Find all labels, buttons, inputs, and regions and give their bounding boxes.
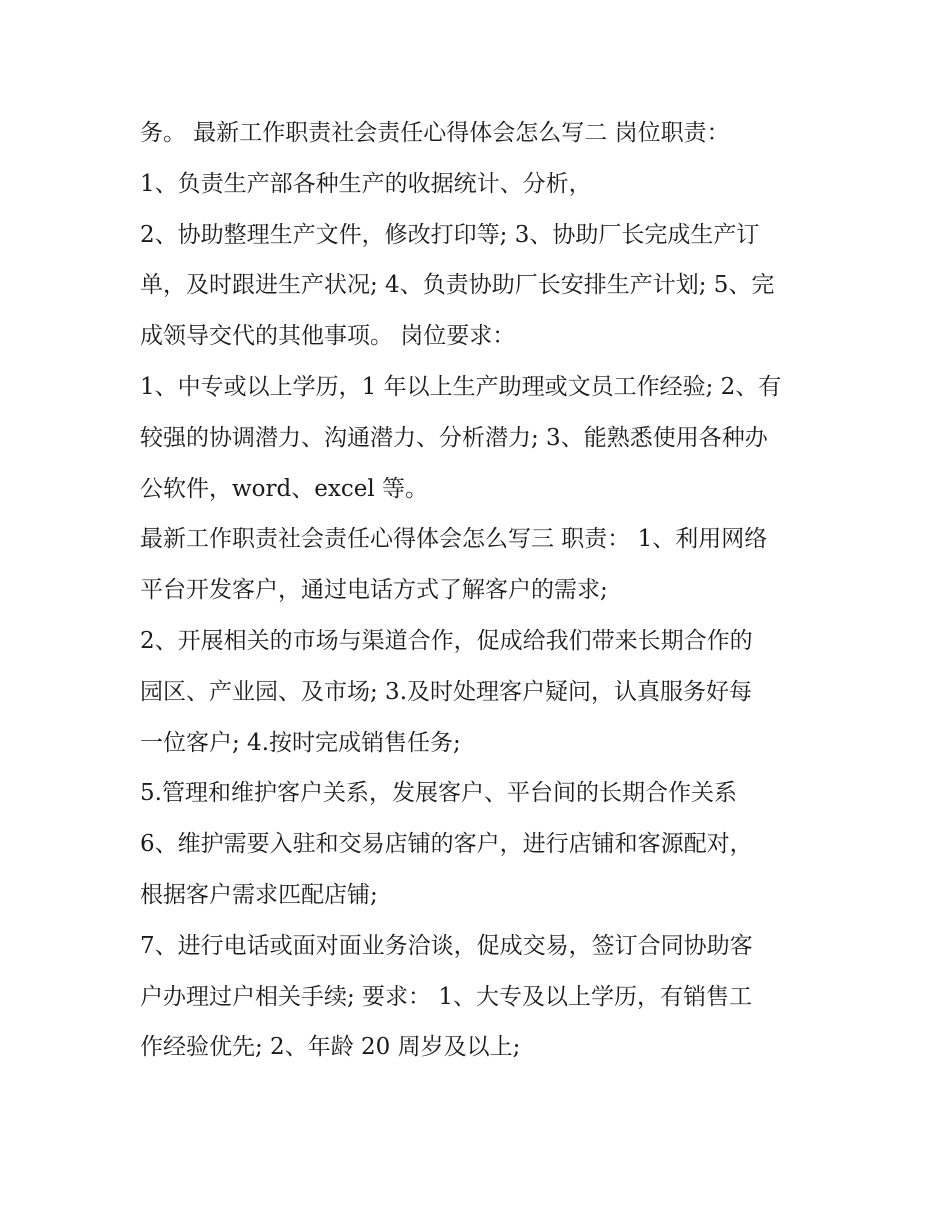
text-line: 园区、产业园、及市场; 3.及时处理客户疑问，认真服务好每 — [140, 678, 753, 705]
text-line: 较强的协调潜力、沟通潜力、分析潜力; 3、能熟悉使用各种办 — [140, 424, 768, 451]
text-line: 单，及时跟进生产状况; 4、负责协助厂长安排生产计划; 5、完 — [140, 272, 775, 299]
text-line: 公软件，word、excel 等。 — [140, 475, 428, 502]
text-line: 7、进行电话或面对面业务洽谈，促成交易，签订合同协助客 — [140, 932, 753, 959]
text-line: 户办理过户相关手续; 要求： 1、大专及以上学历，有销售工 — [140, 983, 753, 1010]
text-line: 1、中专或以上学历，1 年以上生产助理或文员工作经验; 2、有 — [140, 373, 782, 400]
text-line: 5.管理和维护客户关系，发展客户、平台间的长期合作关系 — [140, 780, 737, 807]
text-line: 2、开展相关的市场与渠道合作，促成给我们带来长期合作的 — [140, 627, 753, 654]
text-line: 6、维护需要入驻和交易店铺的客户，进行店铺和客源配对， — [140, 831, 753, 858]
text-line: 作经验优先; 2、年龄 20 周岁及以上; — [140, 1034, 521, 1061]
text-line: 务。 最新工作职责社会责任心得体会怎么写二 岗位职责： — [140, 120, 730, 146]
text-line: 2、协助整理生产文件，修改打印等; 3、协助厂长完成生产订 — [140, 221, 760, 248]
text-line: 1、负责生产部各种生产的收据统计、分析， — [140, 170, 592, 197]
document-body — [140, 108, 812, 1073]
text-line: 最新工作职责社会责任心得体会怎么写三 职责： 1、利用网络 — [140, 526, 768, 553]
text-line: 一位客户; 4.按时完成销售任务; — [140, 729, 461, 756]
text-line: 根据客户需求匹配店铺; — [140, 881, 378, 908]
text-line: 成领导交代的其他事项。 岗位要求： — [140, 323, 516, 350]
text-line: 平台开发客户，通过电话方式了解客户的需求; — [140, 577, 608, 604]
